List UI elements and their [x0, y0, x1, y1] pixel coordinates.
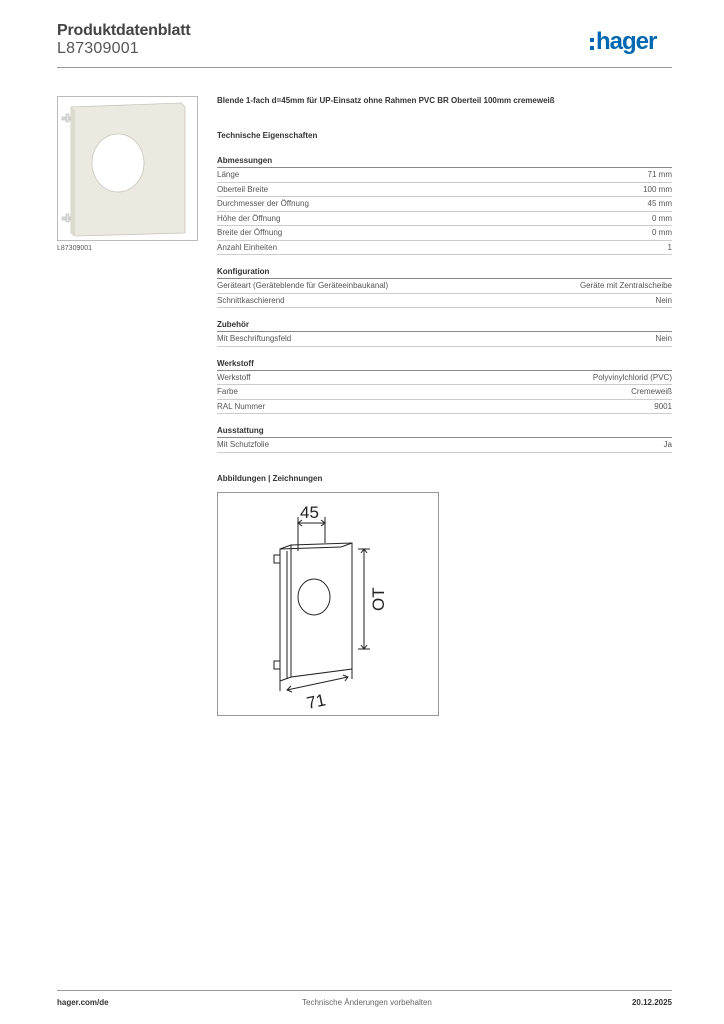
- row-value: Nein: [655, 295, 672, 305]
- row-value: 71 mm: [647, 170, 672, 179]
- hager-logo: [590, 28, 656, 56]
- footer-date: 20.12.2025: [631, 998, 672, 1007]
- table-row: [217, 226, 672, 241]
- row-label: Durchmesser der Öffnung: [217, 199, 309, 208]
- row-label: RAL Nummer: [217, 401, 266, 411]
- table-row: [217, 438, 672, 453]
- figures-title: Abbildungen | Zeichnungen: [217, 474, 323, 483]
- spec-group-konfiguration: [217, 267, 672, 308]
- header-divider: [57, 67, 672, 68]
- row-label: Werkstoff: [217, 372, 251, 382]
- spec-group-zubehoer: [217, 320, 672, 347]
- table-row: [217, 371, 672, 386]
- group-title: Ausstattung: [217, 426, 672, 438]
- row-label: Mit Schutzfolie: [217, 440, 270, 449]
- spec-group-abmessungen: [217, 156, 672, 255]
- footer-disclaimer: Technische Änderungen vorbehalten: [302, 998, 432, 1007]
- row-value: 0 mm: [652, 213, 672, 223]
- product-code: L87309001: [57, 40, 139, 57]
- row-label: Schnittkaschierend: [217, 295, 285, 305]
- table-row: [217, 197, 672, 212]
- group-title: Zubehör: [217, 320, 672, 332]
- row-value: Polyvinylchlorid (PVC): [592, 372, 672, 382]
- dimension-label: OT: [369, 587, 388, 611]
- row-value: 100 mm: [643, 184, 672, 194]
- row-label: Breite der Öffnung: [217, 228, 283, 237]
- specifications: [217, 96, 672, 453]
- row-value: 1: [667, 242, 672, 252]
- product-description: Blende 1-fach d=45mm für UP-Einsatz ohne Rahmen PVC BR Oberteil 100mm cremeweiß: [217, 96, 555, 105]
- logo-dots-icon: [590, 38, 594, 50]
- table-row: [217, 294, 672, 309]
- row-label: Anzahl Einheiten: [217, 242, 278, 252]
- footer-website: hager.com/de: [57, 998, 109, 1007]
- thumbnail-caption: L87309001: [57, 245, 93, 252]
- table-row: [217, 332, 672, 347]
- row-value: Ja: [663, 440, 672, 449]
- table-row: [217, 168, 672, 183]
- technical-drawing: [217, 492, 439, 716]
- logo-text: hager: [596, 28, 657, 55]
- row-label: Farbe: [217, 387, 238, 396]
- spec-group-werkstoff: [217, 359, 672, 415]
- row-label: Oberteil Breite: [217, 184, 269, 194]
- row-value: 45 mm: [647, 199, 672, 208]
- row-value: 9001: [654, 401, 672, 411]
- product-thumbnail: [57, 96, 198, 241]
- row-label: Höhe der Öffnung: [217, 213, 281, 223]
- spec-group-ausstattung: [217, 426, 672, 453]
- table-row: [217, 241, 672, 256]
- row-value: Cremeweiß: [631, 387, 672, 396]
- page-title: Produktdatenblatt: [57, 22, 191, 39]
- table-row: [217, 183, 672, 198]
- row-value: Geräte mit Zentralscheibe: [579, 281, 672, 290]
- table-row: [217, 279, 672, 294]
- row-label: Länge: [217, 170, 240, 179]
- dimension-label: 71: [304, 690, 328, 713]
- group-title: Konfiguration: [217, 267, 672, 279]
- table-row: [217, 212, 672, 227]
- row-label: Mit Beschriftungsfeld: [217, 334, 292, 343]
- group-title: Werkstoff: [217, 359, 672, 371]
- row-value: 0 mm: [652, 228, 672, 237]
- group-title: Abmessungen: [217, 156, 672, 168]
- technical-properties-title: Technische Eigenschaften: [217, 131, 318, 140]
- table-row: [217, 385, 672, 400]
- table-row: [217, 400, 672, 415]
- dimension-label: 45: [300, 503, 319, 522]
- row-label: Geräteart (Geräteblende für Geräteeinbaukanal): [217, 281, 389, 290]
- footer-divider: [57, 990, 672, 991]
- row-value: Nein: [655, 334, 672, 343]
